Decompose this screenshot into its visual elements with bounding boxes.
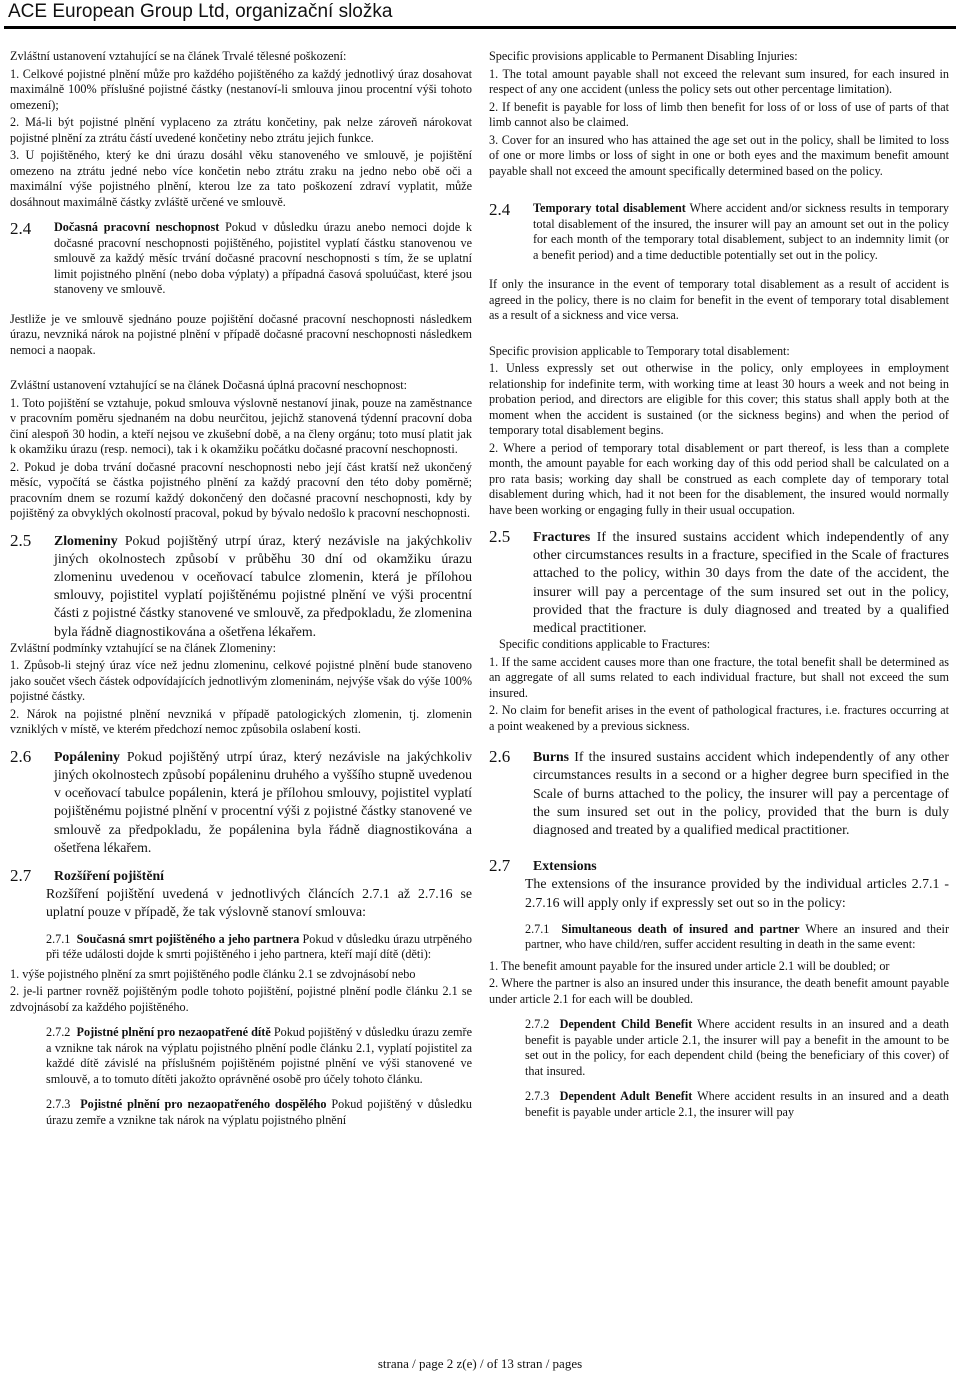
en-s24-title: Temporary total disablement bbox=[533, 201, 686, 215]
cz-s24-number: 2.4 bbox=[10, 219, 32, 238]
cz-s272-number: 2.7.2 bbox=[46, 1025, 71, 1040]
cz-p6: Zvláštní ustanovení vztahující se na článek Dočasná úplná pracovní neschopnost: bbox=[10, 378, 407, 392]
en-s273-title: Dependent Adult Benefit bbox=[559, 1089, 693, 1104]
en-s27-number: 2.7 bbox=[489, 856, 511, 876]
en-s26-text: If the insured sustains accident which independently of any other circumstances results in a second or a higher degree burn specified in the Scale of burns attached to the policy, the insurer will pay a percentage of the sum insured set out in the policy, provided that the burn is duly diagnosed and treated by a qualified medical practitioner. bbox=[533, 749, 949, 838]
cz-p12: 1. výše pojistného plnění za smrt pojištěného podle článku 2.1 se zdvojnásobí nebo bbox=[10, 966, 416, 981]
cz-p9: Zvláštní podmínky vztahující se na článek Zlomeniny: bbox=[10, 640, 277, 655]
cz-s27-number: 2.7 bbox=[10, 865, 32, 885]
cz-2-7-1-items bbox=[10, 967, 472, 1016]
en-p13: 2. Where the partner is also an insured under this insurance, the death benefit amount payable under article 2.1 for each will be doubled. bbox=[489, 976, 949, 1006]
en-p10: 1. If the same accident causes more than one fracture, the total benefit shall be determined as an aggregate of all sums related to each individual fracture, but shall not exceed the sum insured. bbox=[489, 654, 949, 700]
en-s27-text: The extensions of the insurance provided by the individual articles 2.7.1 - 2.7.16 will apply only if expressly set out so in the policy: bbox=[525, 876, 949, 910]
en-s272-text: Where accident results in an insured and a death benefit is payable under article 2.1, the insurer will pay a benefit in the amount to be set out in the policy, for each dependent child (being the beneficiary of this cover) of that insured. bbox=[525, 1017, 949, 1078]
page-footer: strana / page 2 z(e) / of 13 stran / pages bbox=[377, 1356, 583, 1371]
en-p11: 2. No claim for benefit arises in the event of pathological fractures, i.e. fractures occurring at a point weakened by a previous sickness. bbox=[489, 703, 949, 733]
cz-p8: 2. Pokud je doba trvání dočasné pracovní neschopnosti nebo její část kratší než ukončený měsíc, vypočítá se částka pojistného plnění za každý pracovní den této doby poměrně; pracovním dnem se rozumí každý dokončený den dočasné pracovní neschopnosti, kdy by pojištěný za obvyklých okolností pracoval, pokud by bývalo nedošlo k pracovní neschopnosti. bbox=[10, 459, 472, 520]
en-s25-number: 2.5 bbox=[489, 527, 511, 546]
en-s27-title: Extensions bbox=[533, 858, 597, 874]
cz-s273-title: Pojistné plnění pro nezaopatřeného dospělého bbox=[80, 1097, 327, 1112]
cz-p7: 1. Toto pojištění se vztahuje, pokud smlouva výslovně nestanoví jinak, pouze na zaměstnance v pracovním poměru sjednaném na dobu neurčitou, jejichž stanovená týdenní pracovní doba činí alespoň 30 hodin, a kteří nejsou ve zkušební době, a na členy orgánu; toto musí platit jak k okamžiku úrazu (resp. nemoci), tak i k okamžiku počátku dočasné pracovní neschopnosti. bbox=[10, 395, 472, 456]
cz-s27-title: Rozšíření pojištění bbox=[54, 867, 164, 883]
header-rule bbox=[4, 26, 956, 29]
cz-s272-title: Pojistné plnění pro nezaopatřené dítě bbox=[76, 1025, 271, 1040]
en-section-2-4 bbox=[489, 201, 949, 263]
cz-p5: Jestliže je ve smlouvě sjednáno pouze pojištění dočasné pracovní neschopnosti následkem úrazu, nevzniká nárok na pojistné plnění v případě dočasné pracovní neschopnosti následkem nemoci a naopak. bbox=[10, 311, 472, 357]
cz-s273-number: 2.7.3 bbox=[46, 1097, 71, 1112]
en-s26-title: Burns bbox=[533, 749, 570, 765]
cz-s26-title: Popáleniny bbox=[54, 748, 120, 764]
en-p7: 1. Unless expressly set out otherwise in the policy, only employees in employment relationship for indefinite term, with working time at least 30 hours a week and not being in probation period, and directors are eligible for this cover; this status shall apply both at the moment when the accident is sustained (or the sickness begins) and when the period of temporary total disablement begins. bbox=[489, 361, 949, 437]
cz-s271-title: Současná smrt pojištěného a jeho partnera bbox=[76, 931, 300, 946]
cz-permanent-disability-provisions bbox=[10, 49, 472, 210]
cz-section-2-5 bbox=[10, 532, 472, 738]
en-section-2-7 bbox=[489, 857, 949, 912]
en-section-2-6 bbox=[489, 748, 949, 839]
en-2-7-1-items bbox=[489, 959, 949, 1008]
cz-section-2-7-1 bbox=[46, 932, 472, 963]
cz-s271-text: Pokud v důsledku úrazu utrpěného při téže události dojde k smrti pojištěného i jeho partnera, kteří mají dítě (děti): bbox=[46, 931, 472, 962]
cz-s24-title: Dočasná pracovní neschopnost bbox=[54, 220, 220, 234]
en-s271-text: Where an insured and their partner, who have child/ren, suffer accident resulting in death in the same event: bbox=[525, 921, 949, 952]
en-section-2-5 bbox=[489, 528, 949, 734]
en-ttd-provisions bbox=[489, 344, 949, 519]
cz-p4: 3. U pojištěného, který ke dni úrazu dosáhl věku stanoveného ve smlouvě, je pojištění omezeno na ztrátu jedné nebo více končetin nebo ztrátu zraku na jedno nebo obě oči a maximální výše pojistného plnění, kterou lze za tato poškození zdraví vyplatit, může dosáhnout maximálně částky zvláště určené ve smlouvě. bbox=[10, 148, 472, 209]
cz-p3: 2. Má-li být pojistné plnění vyplaceno za ztrátu končetiny, pak nelze zároveň nárokovat pojistné plnění za ztrátu částí uvedené končetiny nebo ztrátu jejich funkce. bbox=[10, 115, 472, 145]
en-p5: If only the insurance in the event of temporary total disablement as a result of accident is agreed in the policy, there is no claim for benefit in the event of temporary total disablement as a result of a sickness and vice versa. bbox=[489, 277, 949, 322]
en-s272-number: 2.7.2 bbox=[525, 1017, 550, 1032]
cz-p13: 2. je-li partner rovněž pojištěným podle tohoto pojištění, pojistné plnění podle článku 2.1 se zdvojnásobí za každého pojištěného. bbox=[10, 984, 472, 1014]
cz-section-2-4 bbox=[10, 220, 472, 298]
cz-section-2-7 bbox=[10, 867, 472, 922]
en-p1: Specific provisions applicable to Permanent Disabling Injuries: bbox=[489, 49, 798, 63]
en-section-2-7-2 bbox=[525, 1017, 949, 1079]
cz-section-2-7-3 bbox=[46, 1097, 472, 1128]
en-p6: Specific provision applicable to Temporary total disablement: bbox=[489, 343, 790, 358]
cz-section-2-6 bbox=[10, 748, 472, 857]
cz-p2: 1. Celkové pojistné plnění může pro každého pojištěného za každý jednotlivý úraz dosahovat maximálně 100% příslušné pojistné částky (nestanoví-li smlouva jinou procentní výši tohoto omezení); bbox=[10, 66, 472, 112]
cz-ttd-provisions bbox=[10, 378, 472, 522]
company-title: ACE European Group Ltd, organizační složka bbox=[8, 1, 393, 22]
en-p2: 1. The total amount payable shall not exceed the relevant sum insured, for each insured in respect of any one accident (unless the policy sets out other percentage limitation). bbox=[489, 66, 949, 96]
en-s271-number: 2.7.1 bbox=[525, 921, 550, 936]
cz-s26-text: Pokud pojištěný utrpí úraz, který nezávisle na jakýchkoliv jiných okolnostech způsobí popáleninu druhého a vyššího stupně uvedenou v oceňovací tabulce popálenin, která je přílohou smlouvy, pojistitel vyplatí pojištěnému pojistné plnění v procentní výši z pojistné částky stanovené ve smlouvě za předpokladu, že popálenina byla řádně diagnostikována a ošetřena lékařem. bbox=[54, 748, 472, 855]
en-p4: 3. Cover for an insured who has attained the age set out in the policy, shall be limited to loss of one or more limbs or loss of sight in one or both eyes and the maximum benefit amount payable shall not exceed the amount specifically determined based on the policy. bbox=[489, 132, 949, 178]
cz-s24-text: Pokud v důsledku úrazu anebo nemoci dojde k dočasné pracovní neschopnosti pojištěného, pojistitel vyplatí částku stanovenou ve smlouvě za každý měsíc trvání dočasné pracovní neschopnosti s tím, že se uplatní limit pojistného plnění (nebo doba výplaty) a případná časová spoluúčast, které jsou stanoveny ve smlouvě. bbox=[54, 220, 472, 296]
cz-p10: 1. Způsob-li stejný úraz více než jednu zlomeninu, celkové pojistné plnění bude stanoveno jako součet všech částek odpovídajících jednotlivým zlomeninám, nejvýše však do výše 100% pojistné částky. bbox=[10, 658, 472, 704]
en-p3: 2. If benefit is payable for loss of limb then benefit for loss of or loss of use of parts of that limb cannot also be claimed. bbox=[489, 99, 949, 129]
cz-s271-number: 2.7.1 bbox=[46, 931, 71, 946]
en-s273-number: 2.7.3 bbox=[525, 1089, 550, 1104]
cz-s273-text: Pokud pojištěný v důsledku úrazu zemře a vznikne tak nárok na výplatu pojistného plnění bbox=[46, 1097, 472, 1127]
cz-s25-number: 2.5 bbox=[10, 530, 32, 550]
en-permanent-disability-provisions bbox=[489, 49, 949, 179]
cz-s27-text: Rozšíření pojištění uvedená v jednotlivých článcích 2.7.1 až 2.7.16 se uplatní pouze v případě, že tak výslovně stanoví smlouva: bbox=[46, 886, 472, 920]
en-s272-title: Dependent Child Benefit bbox=[559, 1017, 693, 1032]
cz-s25-text: Pokud pojištěný utrpí úraz, který nezávisle na jakýchkoliv jiných okolnostech způsobí v průběhu 30 dní od okamžiku úrazu zlomeninu uvedenou v oceňovací tabulce zlomenin, která je přílohou smlouvy, pojistitel vyplatí pojištěnému pojistné plnění ve výši procentní části z pojistné částky stanovené ve smlouvě, za předpokladu, že zlomenina byla řádně diagnostikována a ošetřena lékařem. bbox=[54, 532, 472, 639]
en-s26-number: 2.6 bbox=[489, 747, 511, 767]
en-ttd-note bbox=[489, 277, 949, 324]
en-s24-text: Where accident and/or sickness results in temporary total disablement of the insured, the insurer will pay an amount set out in the policy for each month of the temporary total disablement, subject to an indemnity limit (or a benefit period) and a time deductible potentially set out in the policy. bbox=[533, 201, 949, 262]
en-p8: 2. Where a period of temporary total disablement or part thereof, is less than a complete month, the amount payable for each working day of this odd period shall be calculated on a pro rata basis; working day shall be construed as each complete day of temporary total disablement during which, had it not been for the disablement, the insured would normally have been working or engaging fully in their usual occupation. bbox=[489, 440, 949, 517]
en-section-2-7-1 bbox=[525, 922, 949, 953]
cz-s25-title: Zlomeniny bbox=[54, 532, 118, 548]
cz-s272-text: Pokud pojištěný v důsledku úrazu zemře a vznikne tak nárok na výplatu pojistného plnění podle článku 2.1, vyplatí pojistitel za každé dítě závislé na příslušném pojištěném pojistné plnění ve výši stanovené ve smlouvě, a to tomuto dítěti jakožto oprávněné osobě pro účely tohoto článku. bbox=[46, 1025, 472, 1086]
cz-p11: 2. Nárok na pojistné plnění nevzniká v případě patologických zlomenin, tj. zlomenin vzniklých v místě, ve kterém předchozí nemoc způsobila oslabení kosti. bbox=[10, 706, 472, 737]
en-s24-number: 2.4 bbox=[489, 200, 511, 219]
cz-s26-number: 2.6 bbox=[10, 746, 32, 766]
en-p9: Specific conditions applicable to Fractures: bbox=[499, 637, 711, 652]
cz-section-2-7-2 bbox=[46, 1025, 472, 1087]
en-section-2-7-3 bbox=[525, 1089, 949, 1120]
cz-ttd-note bbox=[10, 312, 472, 359]
en-s25-text: If the insured sustains accident which independently of any other circumstances results in a fracture, specified in the Scale of fractures attached to the policy, within 30 days from the date of the accident, the insurer will pay a percentage of the sum insured set out in the policy, provided that the fracture is duly diagnosed and treated by a qualified medical practitioner. bbox=[533, 529, 949, 636]
en-s25-title: Fractures bbox=[533, 529, 591, 544]
en-s273-text: Where accident results in an insured and a death benefit is payable under article 2.1, the insurer will pay bbox=[525, 1089, 949, 1119]
en-p12: 1. The benefit amount payable for the insured under article 2.1 will be doubled; or bbox=[489, 958, 890, 973]
english-column bbox=[489, 49, 949, 1343]
en-s271-title: Simultaneous death of insured and partner bbox=[561, 921, 800, 936]
czech-column bbox=[10, 49, 472, 1343]
cz-p1: Zvláštní ustanovení vztahující se na článek Trvalé tělesné poškození: bbox=[10, 49, 347, 63]
